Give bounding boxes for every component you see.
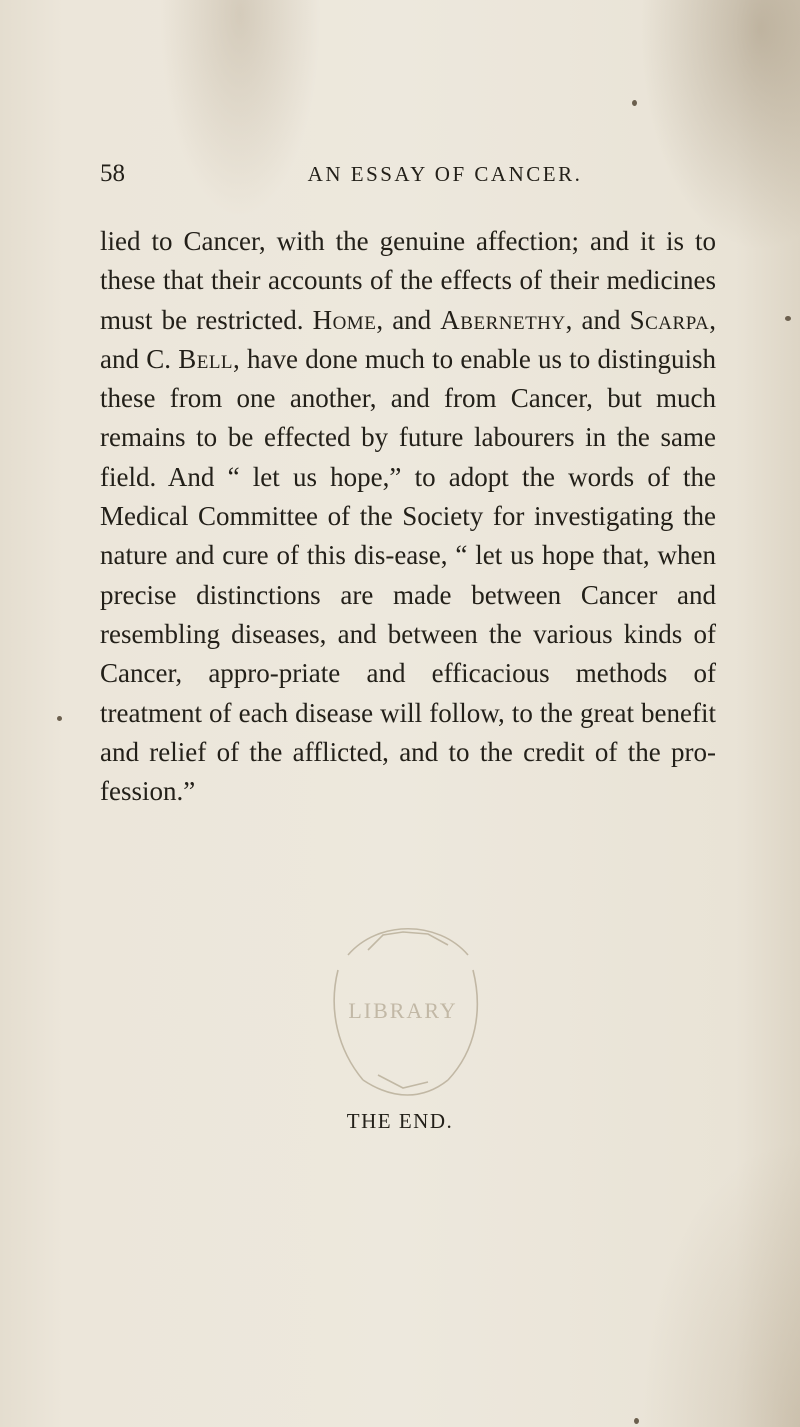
svg-text:LIBRARY: LIBRARY [348,998,458,1023]
text-segment: lied to Cancer, with the genuine affection; and it is to these that their accounts of the effects of their medicines must be restricted. [100,226,716,335]
the-end: THE END. [346,1109,454,1133]
text-segment: , have done much to enable us to distinguish these from one another, and from Cancer, but much remains to be effected by future labourers in the same field. And “ let us hope,” to adopt the words of the Medical Committee of the Society for investigating the nature and cure of this dis-ease, “ let us hope that, when precise distinctions are made between Cancer and resembling diseases, and between the various kinds of Cancer, appro-priate and efficacious methods of treatment of each disease will follow, to the great benefit and relief of the afflicted, and to the credit of the pro-fession.” [100,343,717,807]
paper-speck [57,716,62,721]
name-scarpa: Scarpa [629,304,710,335]
text-segment: , and [565,304,630,335]
page-number: 58 [100,160,125,187]
name-abernethy: Abernethy [440,304,566,335]
name-bell: Bell [178,343,234,374]
running-head [100,160,720,200]
body-text [100,222,716,811]
library-stamp [308,910,498,1110]
name-home: Home [312,304,377,335]
paper-speck [785,316,791,321]
text-segment: , and [376,304,441,335]
paragraph [100,222,716,811]
paper-speck [634,1418,639,1424]
paper-speck [632,100,637,106]
text-segment: , and C. [100,304,716,374]
running-title: AN ESSAY OF CANCER. [307,162,583,186]
